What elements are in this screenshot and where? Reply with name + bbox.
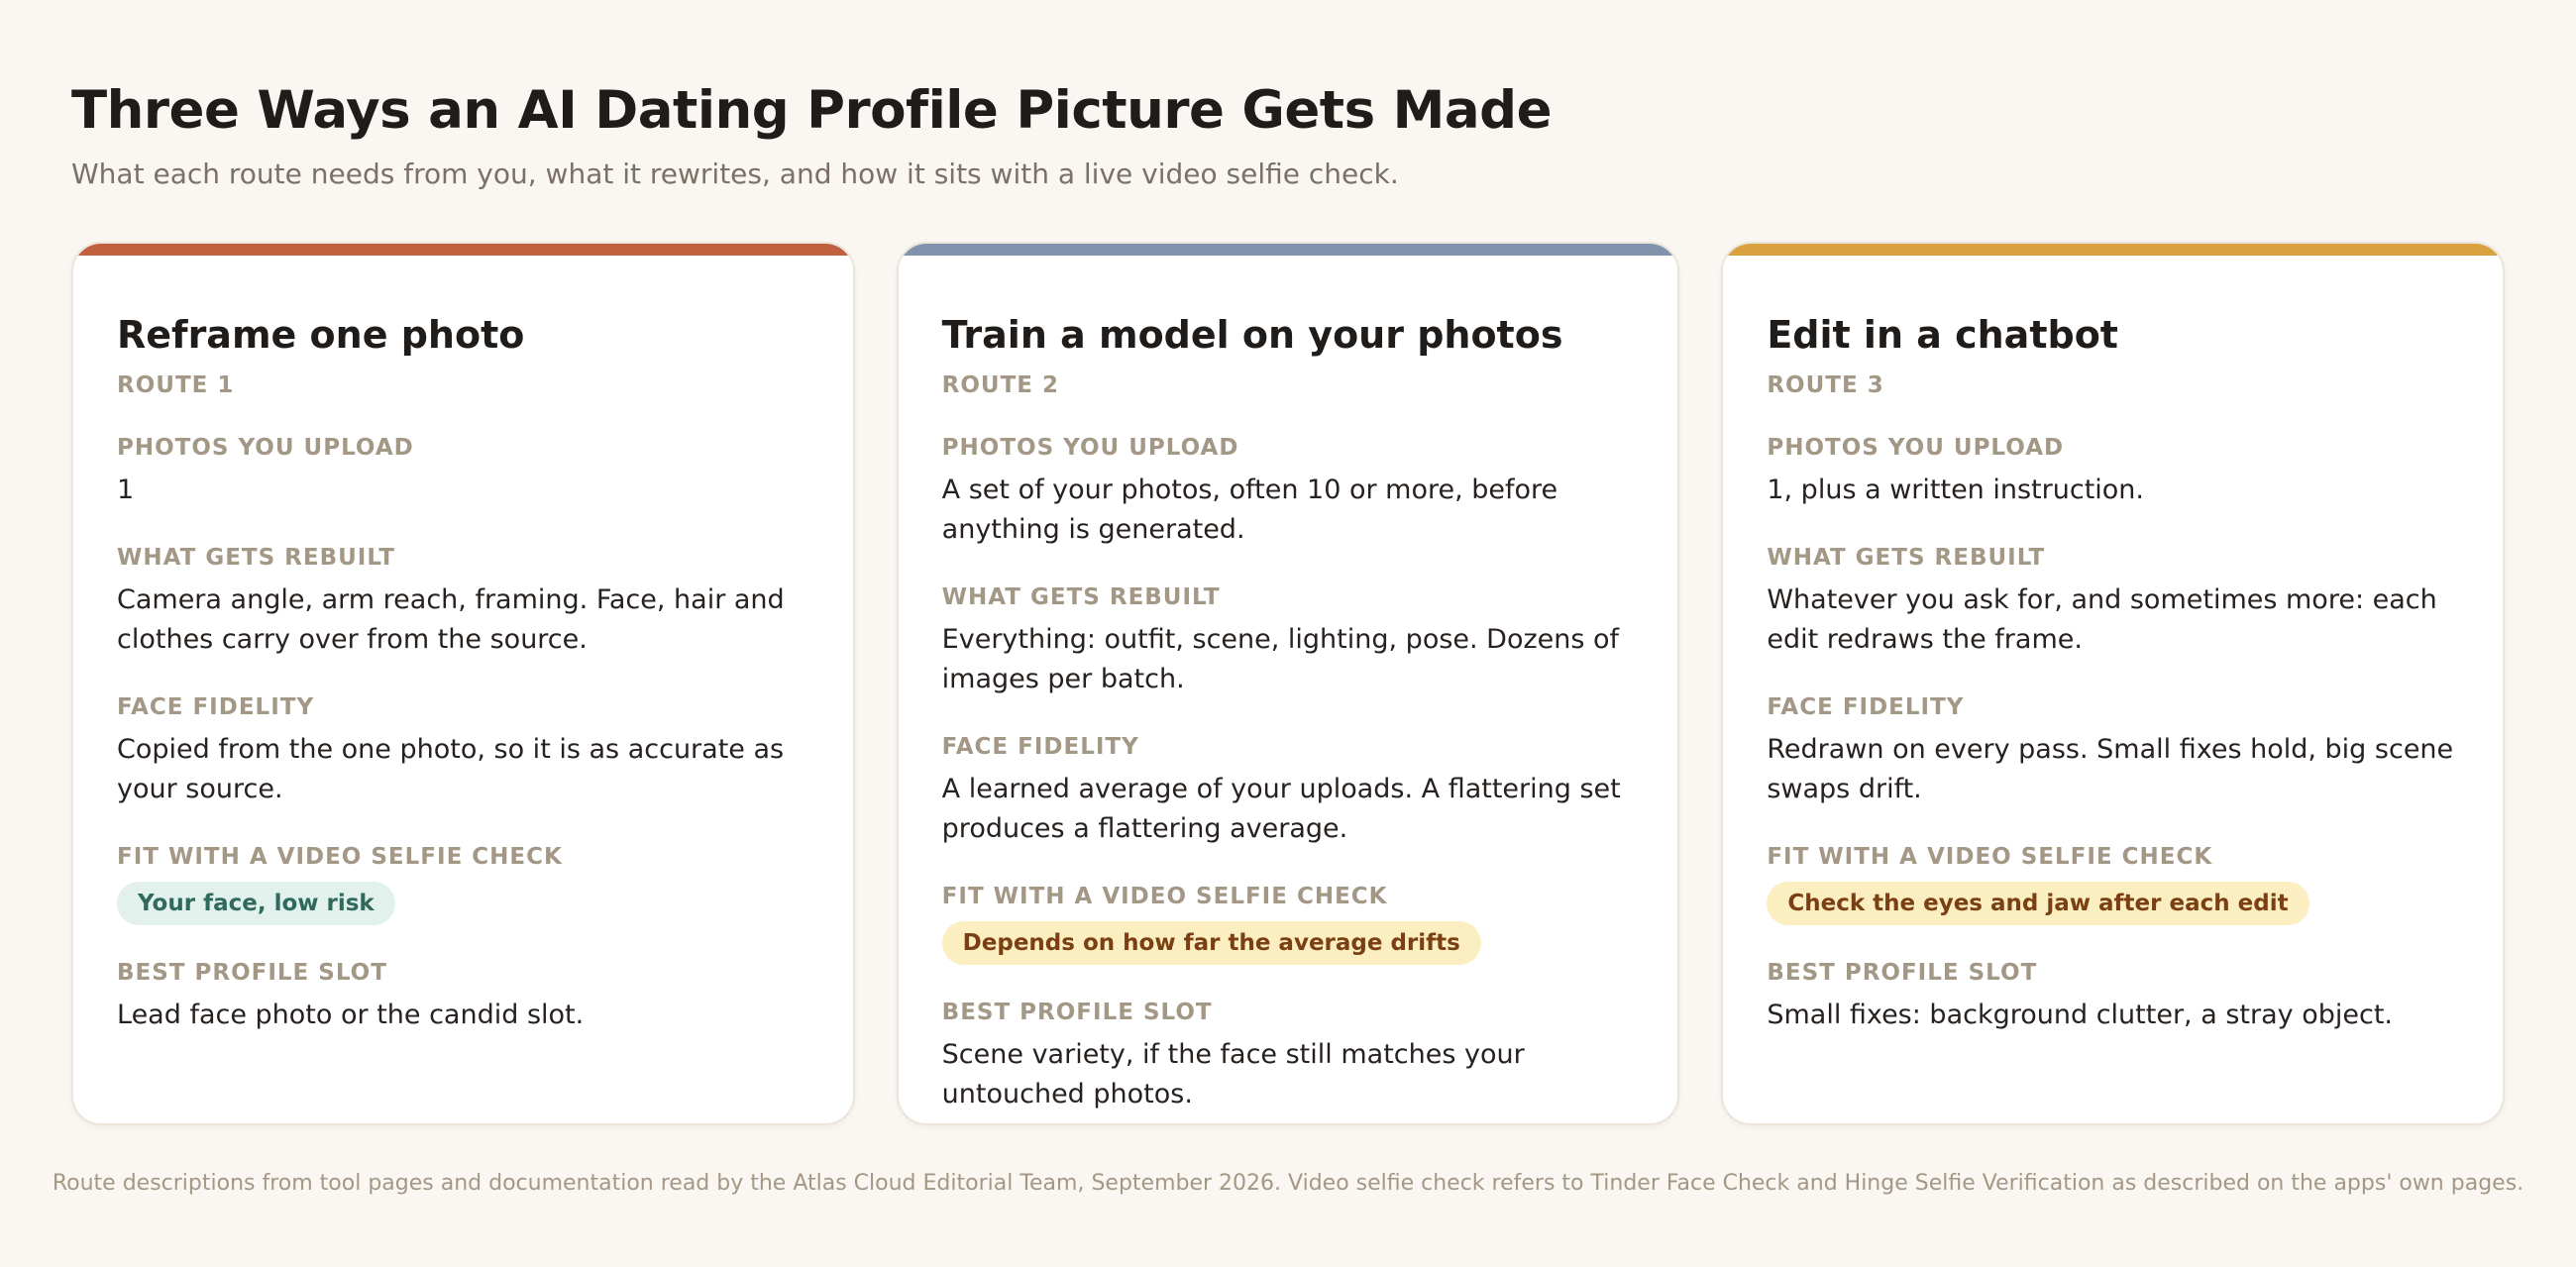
section-value: Redrawn on every pass. Small fixes hold, big scene swaps drift. — [1767, 734, 2454, 804]
photos-upload-section — [942, 433, 1635, 550]
section-label: PHOTOS YOU UPLOAD — [941, 435, 1239, 461]
source-footnote: Route descriptions from tool pages and documentation read by the Atlas Cloud Editorial Team, September 2026. Video selfie check refers to Tinder Face Check and Hinge Selfie Verification as described on the apps' own pages. — [52, 1171, 2524, 1196]
fit-check-section — [117, 842, 809, 925]
card-accent-bar — [899, 244, 1678, 256]
section-value: A learned average of your uploads. A flattering set produces a flattering average. — [941, 774, 1621, 844]
fit-check-section — [942, 882, 1635, 965]
section-label: BEST PROFILE SLOT — [941, 1000, 1213, 1025]
section-label: FIT WITH A VIDEO SELFIE CHECK — [941, 884, 1388, 909]
best-slot-section — [117, 958, 809, 1035]
card-accent-bar — [73, 244, 853, 256]
what-rebuilt-section — [117, 543, 809, 660]
page-title: Three Ways an AI Dating Profile Picture Gets Made — [71, 80, 1553, 141]
section-label: FACE FIDELITY — [1767, 694, 1965, 720]
section-label: FACE FIDELITY — [941, 734, 1139, 760]
what-rebuilt-section — [1767, 543, 2459, 660]
section-value: Everything: outfit, scene, lighting, pose. Dozens of images per batch. — [941, 624, 1620, 694]
section-value: Whatever you ask for, and sometimes more: each edit redraws the frame. — [1767, 584, 2437, 655]
card-title: Train a model on your photos — [941, 313, 1563, 357]
section-value: Copied from the one photo, so it is as accurate as your source. — [117, 734, 785, 804]
section-label: BEST PROFILE SLOT — [117, 960, 387, 986]
card-accent-bar — [1723, 244, 2503, 256]
section-label: WHAT GETS REBUILT — [117, 545, 395, 571]
section-value: Lead face photo or the candid slot. — [117, 1000, 585, 1030]
section-label: PHOTOS YOU UPLOAD — [117, 435, 414, 461]
section-label: FIT WITH A VIDEO SELFIE CHECK — [117, 844, 563, 870]
section-label: FACE FIDELITY — [117, 694, 315, 720]
card-title: Reframe one photo — [117, 313, 525, 357]
route-card-2 — [897, 242, 1680, 1125]
route-card-3 — [1721, 242, 2505, 1125]
route-card-1 — [71, 242, 855, 1125]
fit-check-badge: Your face, low risk — [117, 882, 395, 925]
fit-check-section — [1767, 842, 2459, 925]
face-fidelity-section — [942, 732, 1635, 849]
section-value: Small fixes: background clutter, a stray object. — [1767, 1000, 2393, 1030]
what-rebuilt-section — [942, 582, 1635, 699]
route-cards — [71, 242, 2505, 1125]
card-title: Edit in a chatbot — [1767, 313, 2118, 357]
face-fidelity-section — [117, 692, 809, 809]
section-value: Camera angle, arm reach, framing. Face, hair and clothes carry over from the source. — [117, 584, 785, 655]
page-subtitle: What each route needs from you, what it rewrites, and how it sits with a live video selfie check. — [71, 158, 1399, 190]
section-label: FIT WITH A VIDEO SELFIE CHECK — [1767, 844, 2213, 870]
section-label: WHAT GETS REBUILT — [1767, 545, 2046, 571]
photos-upload-section — [1767, 433, 2459, 510]
face-fidelity-section — [1767, 692, 2459, 809]
photos-upload-section — [117, 433, 809, 510]
route-tag: ROUTE 3 — [1767, 372, 1884, 398]
section-value: Scene variety, if the face still matches your untouched photos. — [941, 1039, 1525, 1109]
section-label: BEST PROFILE SLOT — [1767, 960, 2038, 986]
fit-check-badge: Depends on how far the average drifts — [942, 921, 1481, 965]
route-tag: ROUTE 1 — [117, 372, 235, 398]
fit-check-badge: Check the eyes and jaw after each edit — [1767, 882, 2308, 925]
section-value: 1, plus a written instruction. — [1767, 475, 2145, 505]
section-value: 1 — [117, 475, 135, 505]
section-value: A set of your photos, often 10 or more, before anything is generated. — [941, 475, 1558, 545]
section-label: WHAT GETS REBUILT — [941, 584, 1221, 610]
best-slot-section — [942, 998, 1635, 1114]
section-label: PHOTOS YOU UPLOAD — [1767, 435, 2065, 461]
route-tag: ROUTE 2 — [941, 372, 1060, 398]
best-slot-section — [1767, 958, 2459, 1035]
